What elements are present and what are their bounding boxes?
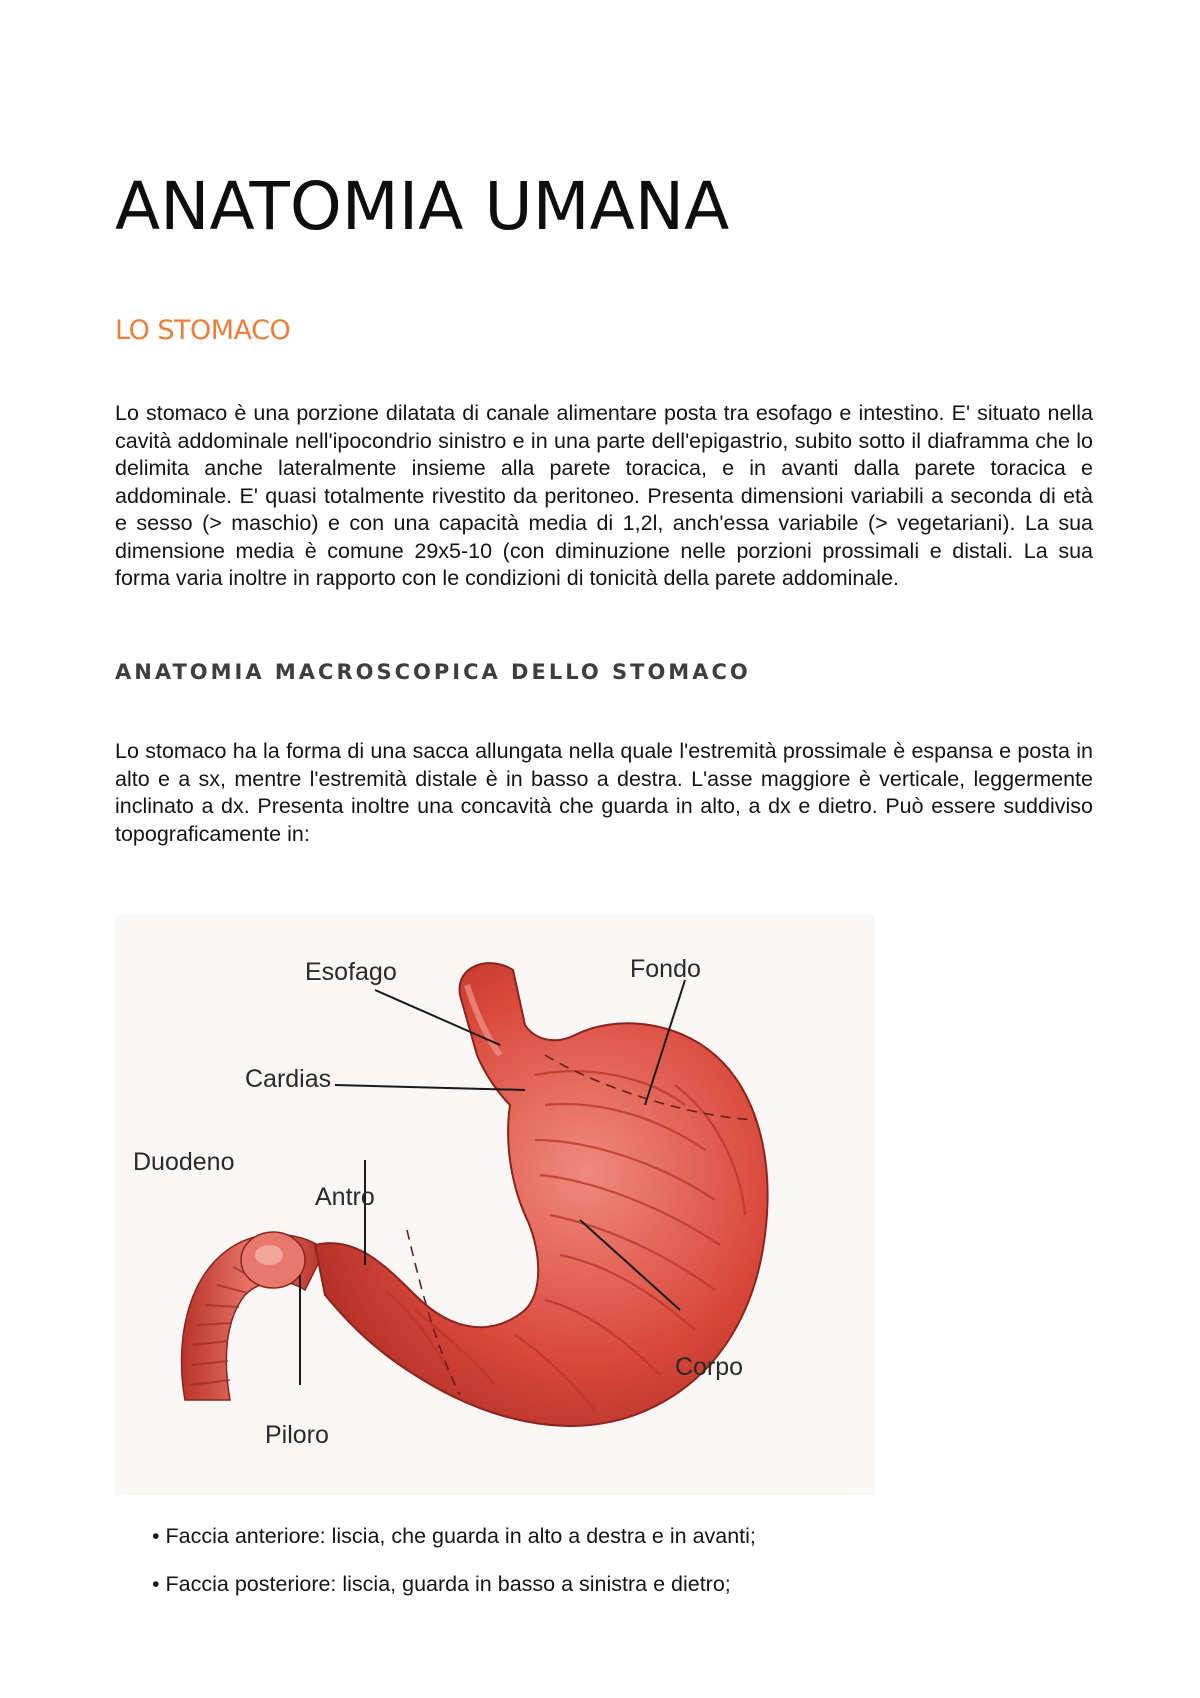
label-cardias: Cardias	[245, 1065, 332, 1093]
label-piloro: Piloro	[265, 1421, 329, 1449]
subsection-title: ANATOMIA MACROSCOPICA DELLO STOMACO	[115, 660, 751, 684]
bullet-icon: •	[152, 1572, 160, 1596]
stomach-illustration-icon	[115, 915, 875, 1495]
label-antro: Antro	[315, 1183, 375, 1211]
intro-paragraph: Lo stomaco è una porzione dilatata di canale alimentare posta tra esofago e intestino. E' situato nella cavità addominale nell'ipocondrio sinistro e in una parte dell'epigastrio, subito sotto il diaframma che lo delimita anche lateralmente insieme alla parete toracica, e in avanti dalla parete toracica e addominale. E' quasi totalmente rivestito da peritoneo. Presenta dimensioni variabili a seconda di età e sesso (> maschio) e con una capacità media di 1,2l, anch'essa variabile (> vegetariani). La sua dimensione media è comune 29x5-10 (con diminuzione nelle porzioni prossimali e distali. La sua forma varia inoltre in rapporto con le condizioni di tonicità della parete addominale.	[115, 401, 1093, 590]
list-item	[152, 1570, 756, 1618]
list-item-text: Faccia posteriore: liscia, guarda in basso a sinistra e dietro;	[165, 1572, 731, 1596]
label-duodeno: Duodeno	[133, 1148, 235, 1176]
stomach-figure	[115, 915, 875, 1495]
topography-list	[152, 1522, 756, 1618]
label-esofago: Esofago	[305, 958, 397, 986]
page-title: ANATOMIA UMANA	[115, 168, 730, 245]
macroscopic-paragraph: Lo stomaco ha la forma di una sacca allungata nella quale l'estremità prossimale è espansa e posta in alto e a sx, mentre l'estremità distale è in basso a destra. L'asse maggiore è verticale, leggermente inclinato a dx. Presenta inoltre una concavità che guarda in alto, a dx e dietro. Può essere suddiviso topograficamente in:	[115, 739, 1093, 846]
section-title: LO STOMACO	[115, 315, 291, 346]
label-fondo: Fondo	[630, 955, 701, 983]
label-corpo: Corpo	[675, 1353, 744, 1381]
bullet-icon: •	[152, 1524, 160, 1548]
list-item	[152, 1522, 756, 1570]
list-item-text: Faccia anteriore: liscia, che guarda in alto a destra e in avanti;	[165, 1524, 756, 1548]
